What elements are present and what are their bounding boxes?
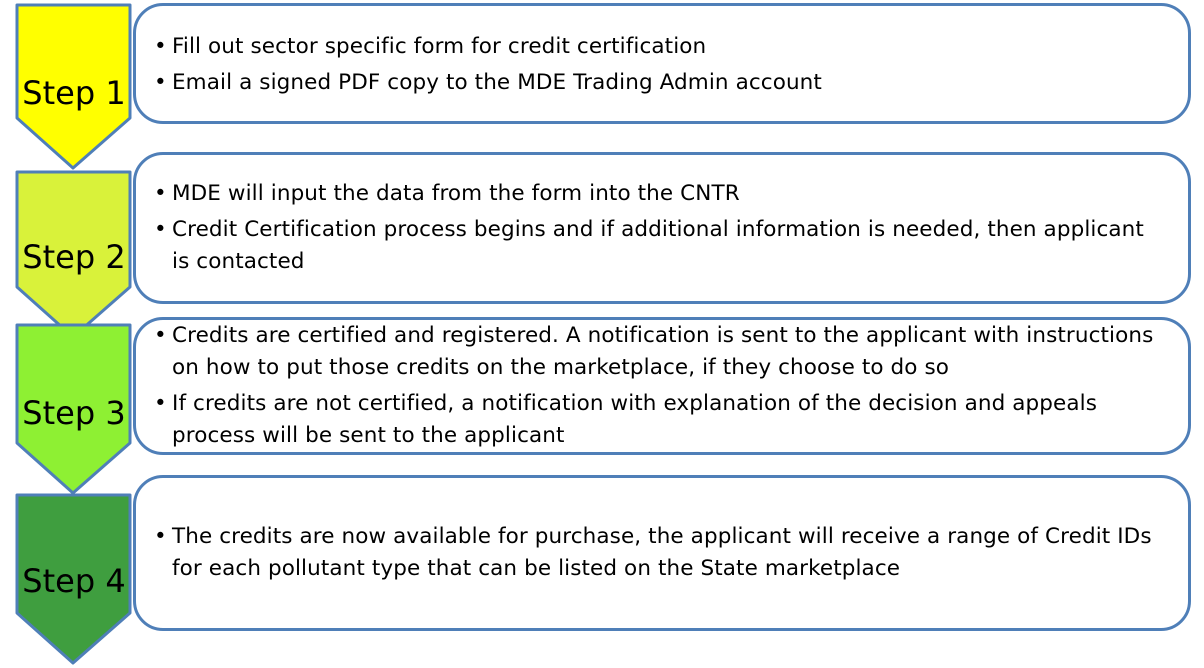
step-3-box: [133, 317, 1191, 455]
step-3-bullet: • Credits are certified and registered. A notification is sent to the applicant with instructions on how to put those credits on the marketplace, if they choose to do so: [154, 320, 1168, 384]
step-3-bullet: • If credits are not certified, a notification with explanation of the decision and appeals process will be sent to the applicant: [154, 388, 1168, 452]
step-2-label: Step 2: [22, 238, 126, 276]
step-2-bullet: • MDE will input the data from the form into the CNTR: [154, 178, 1168, 210]
step-4-label: Step 4: [22, 562, 126, 600]
step-1-label: Step 1: [22, 74, 126, 112]
step-2-bullet: • Credit Certification process begins and if additional information is needed, then applicant is contacted: [154, 214, 1168, 278]
step-2-box: [133, 152, 1191, 304]
step-1-bullet: • Fill out sector specific form for credit certification: [154, 31, 822, 63]
step-3-label: Step 3: [22, 394, 126, 432]
step-4-bullet: • The credits are now available for purchase, the applicant will receive a range of Credit IDs for each pollutant type that can be listed on the State marketplace: [154, 521, 1168, 585]
step-1-box: [133, 3, 1191, 124]
step-4-box: [133, 475, 1191, 631]
step-1-bullet: • Email a signed PDF copy to the MDE Trading Admin account: [154, 67, 822, 99]
